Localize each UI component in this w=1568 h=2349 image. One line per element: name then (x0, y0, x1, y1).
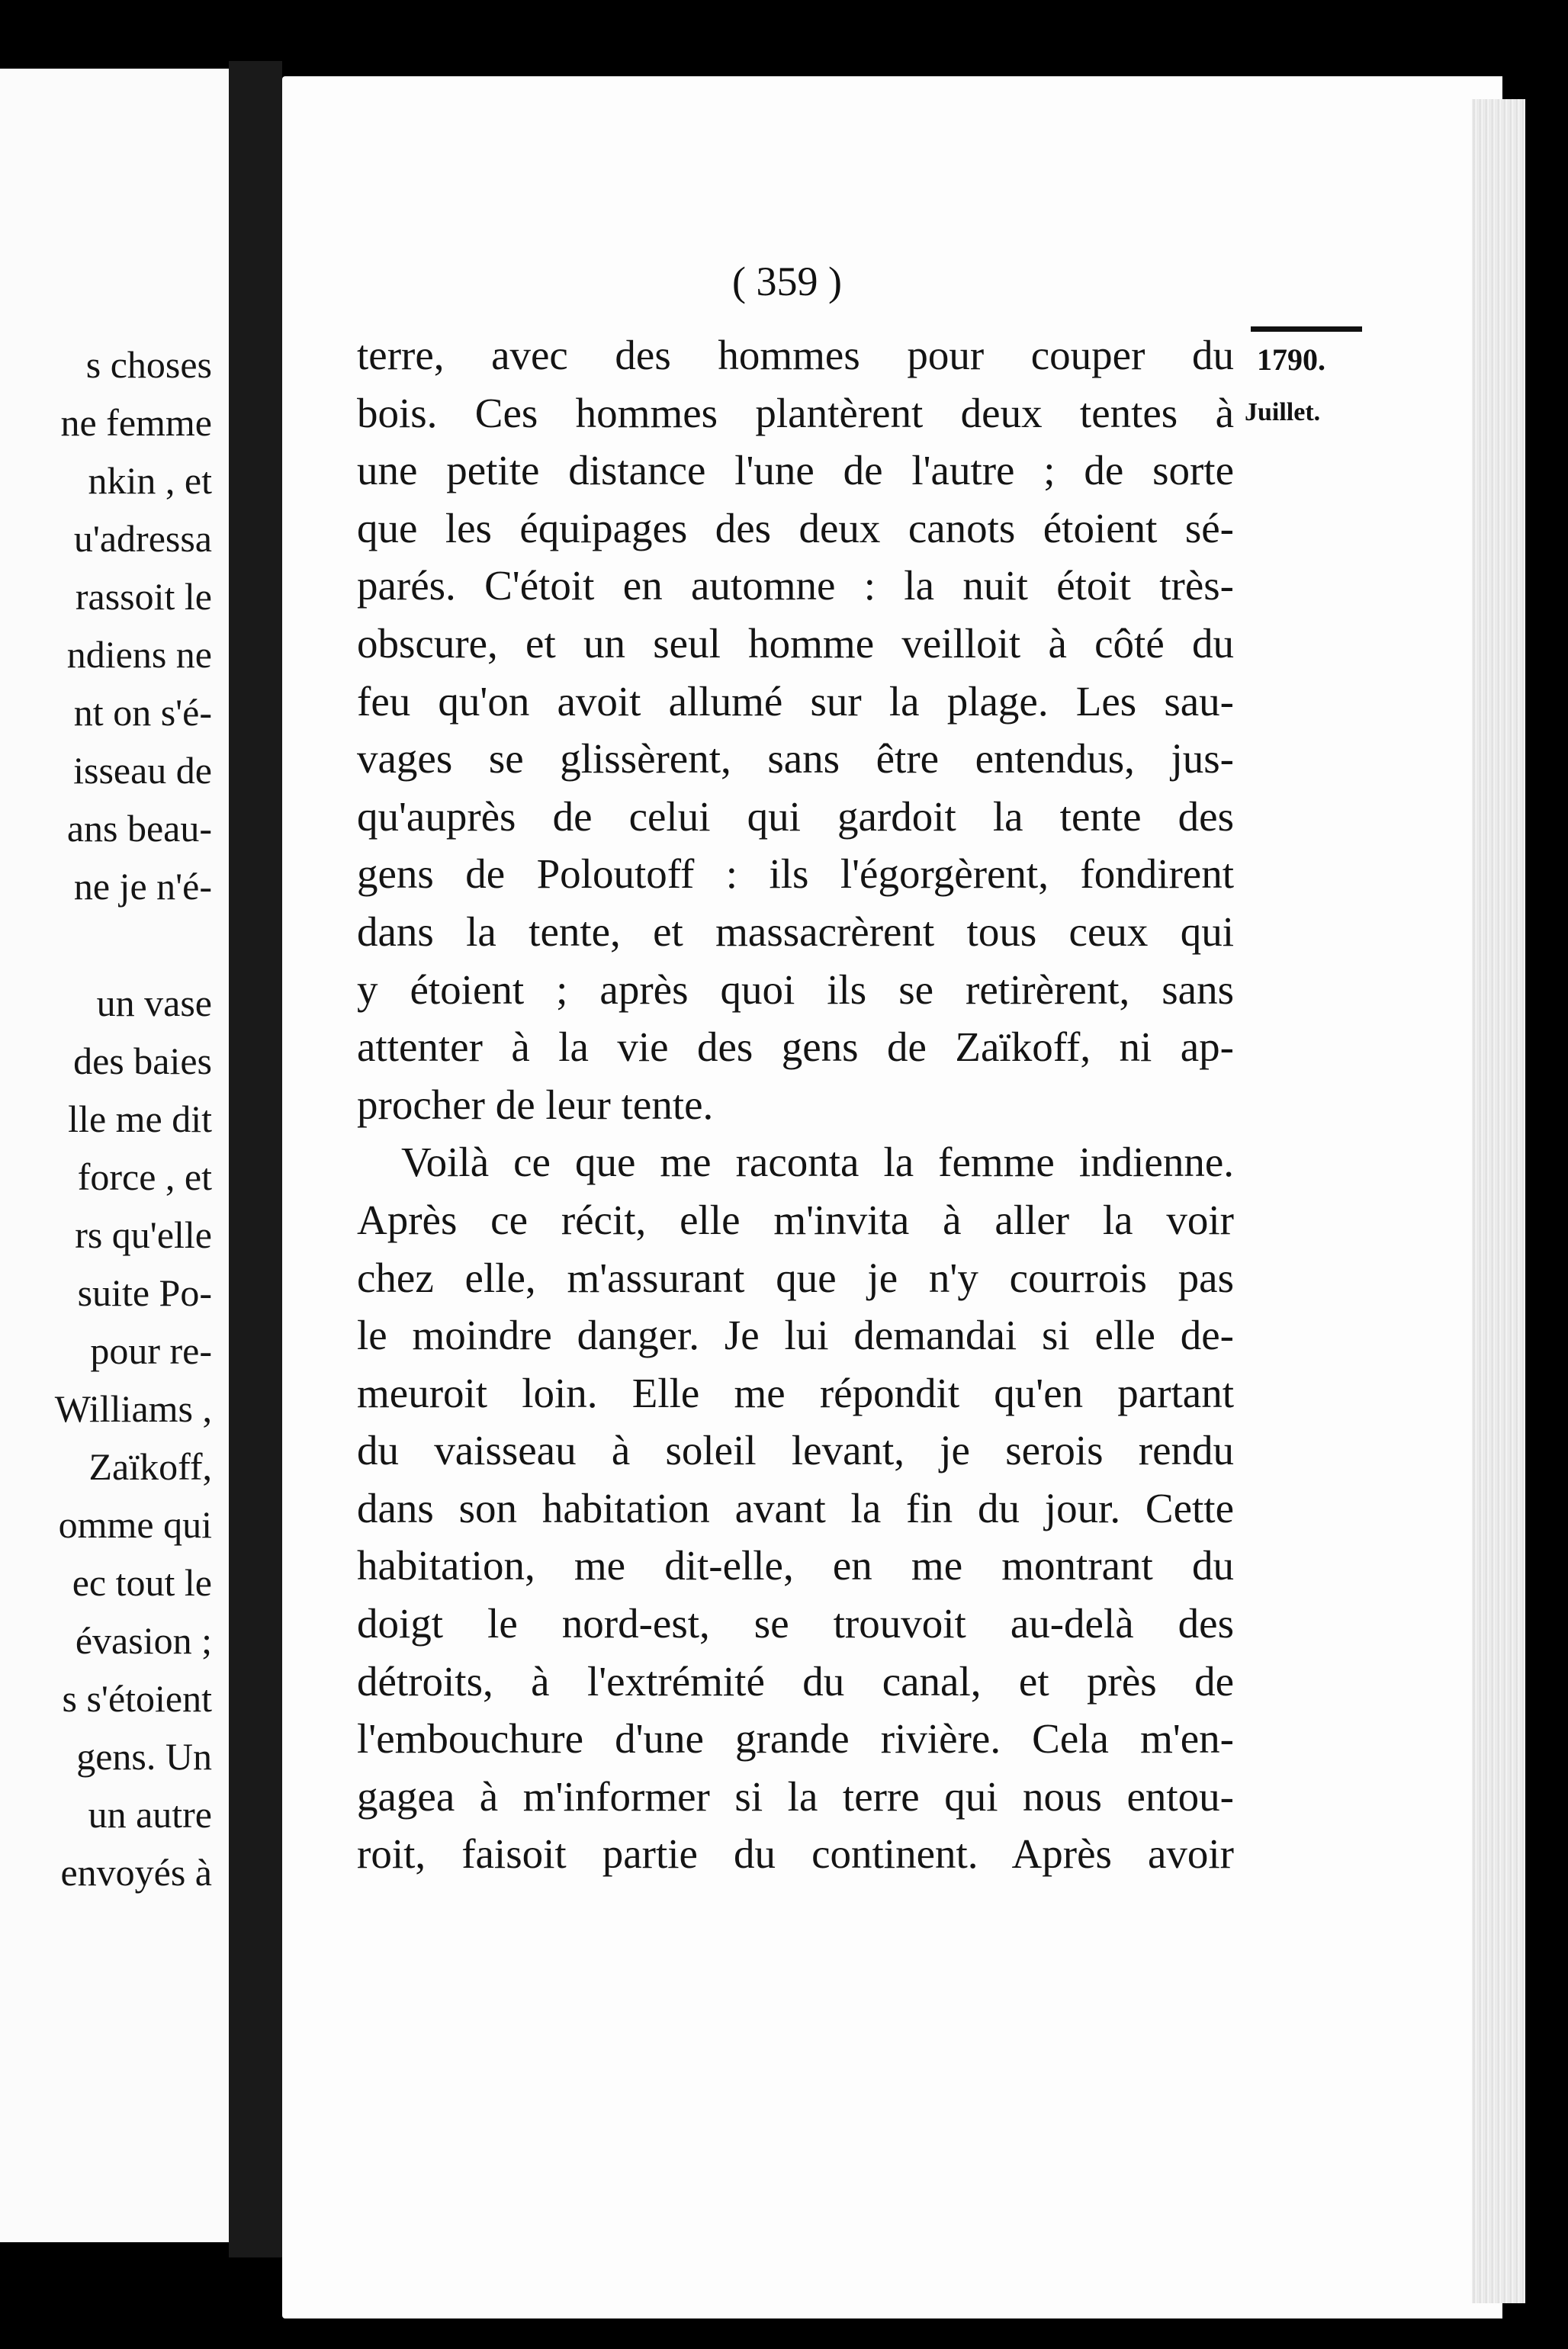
facing-page-line: nkin , et (88, 459, 212, 502)
facing-page-line: omme qui (58, 1503, 212, 1546)
facing-page-line: ndiens ne (66, 633, 212, 676)
facing-page-line: rassoit le (75, 575, 212, 618)
facing-page-line: des baies (73, 1040, 212, 1082)
text-line: l'embouchure d'une grande rivière. Cela m'en- (357, 1715, 1234, 1763)
facing-page-line: lle me dit (68, 1097, 212, 1140)
text-line: une petite distance l'une de l'autre ; de sorte (357, 447, 1234, 494)
margin-rule (1251, 326, 1362, 332)
facing-page-line: évasion ; (75, 1619, 212, 1662)
text-line: obscure, et un seul homme veilloit à côté du (357, 619, 1234, 667)
text-line: Après ce récit, elle m'invita à aller la voir (357, 1196, 1234, 1243)
text-line: dans son habitation avant la fin du jour. Cette (357, 1484, 1234, 1531)
facing-page-line: gens. Un (76, 1735, 212, 1778)
text-line: terre, avec des hommes pour couper du (357, 332, 1234, 378)
text-line: dans la tente, et massacrèrent tous ceux qui (357, 908, 1234, 955)
text-line: chez elle, m'assurant que je n'y courrois pas (357, 1254, 1234, 1301)
facing-page-line: Williams , (54, 1387, 212, 1430)
text-line: gens de Poloutoff : ils l'égorgèrent, fondirent (357, 850, 1234, 898)
text-line: y étoient ; après quoi ils se retirèrent, sans (357, 966, 1234, 1013)
text-line: attenter à la vie des gens de Zaïkoff, ni ap- (357, 1023, 1234, 1071)
text-line: bois. Ces hommes plantèrent deux tentes à (357, 389, 1234, 436)
text-line: vages se glissèrent, sans être entendus, jus- (357, 735, 1234, 782)
text-line: gagea à m'informer si la terre qui nous entou- (357, 1772, 1234, 1820)
facing-page-line: ne femme (60, 401, 212, 444)
facing-page-line: s choses (85, 343, 212, 386)
margin-year: 1790. (1257, 342, 1325, 377)
facing-page-line: rs qu'elle (75, 1213, 212, 1256)
text-line: du vaisseau à soleil levant, je serois rendu (357, 1427, 1234, 1474)
facing-page-line: ne je n'é- (73, 865, 212, 908)
text-line: parés. C'étoit en automne : la nuit étoit très- (357, 562, 1234, 609)
margin-month: Juillet. (1245, 398, 1321, 426)
page-number: ( 359 ) (732, 259, 842, 304)
text-line: feu qu'on avoit allumé sur la plage. Les sau- (357, 677, 1234, 725)
facing-page-line: un autre (88, 1793, 212, 1836)
facing-page-line: nt on s'é- (73, 691, 212, 734)
body-text (357, 326, 1234, 1883)
book-gutter (229, 61, 282, 2257)
facing-page-line: ec tout le (72, 1561, 212, 1604)
facing-page-line: suite Po- (77, 1271, 212, 1314)
paragraph-start-line: Voilà ce que me raconta la femme indienne. (401, 1139, 1234, 1186)
paragraph-end-line: procher de leur tente. (357, 1081, 714, 1128)
text-line: doigt le nord-est, se trouvoit au-delà des (357, 1600, 1234, 1647)
facing-page-line: s s'étoient (62, 1677, 212, 1720)
facing-page-line: force , et (77, 1155, 212, 1198)
facing-page-line: Zaïkoff, (88, 1445, 212, 1488)
text-line: le moindre danger. Je lui demandai si elle de- (357, 1312, 1234, 1359)
facing-page-line: un vase (96, 982, 212, 1024)
facing-page-line: ans beau- (66, 807, 212, 850)
text-line: roit, faisoit partie du continent. Après avoir (357, 1830, 1234, 1878)
facing-page-line: isseau de (73, 749, 212, 792)
text-line: détroits, à l'extrémité du canal, et près de (357, 1657, 1234, 1705)
text-line: qu'auprès de celui qui gardoit la tente des (357, 792, 1234, 840)
facing-page-fragment (0, 69, 229, 2242)
facing-page-line: u'adressa (73, 517, 212, 560)
page-edge-stack (1472, 99, 1525, 2303)
text-line: que les équipages des deux canots étoient sé- (357, 504, 1234, 551)
text-line: meuroit loin. Elle me répondit qu'en partant (357, 1369, 1234, 1416)
facing-page-line: pour re- (90, 1329, 212, 1372)
facing-page-line: envoyés à (60, 1851, 212, 1894)
text-line: habitation, me dit-elle, en me montrant du (357, 1542, 1234, 1589)
